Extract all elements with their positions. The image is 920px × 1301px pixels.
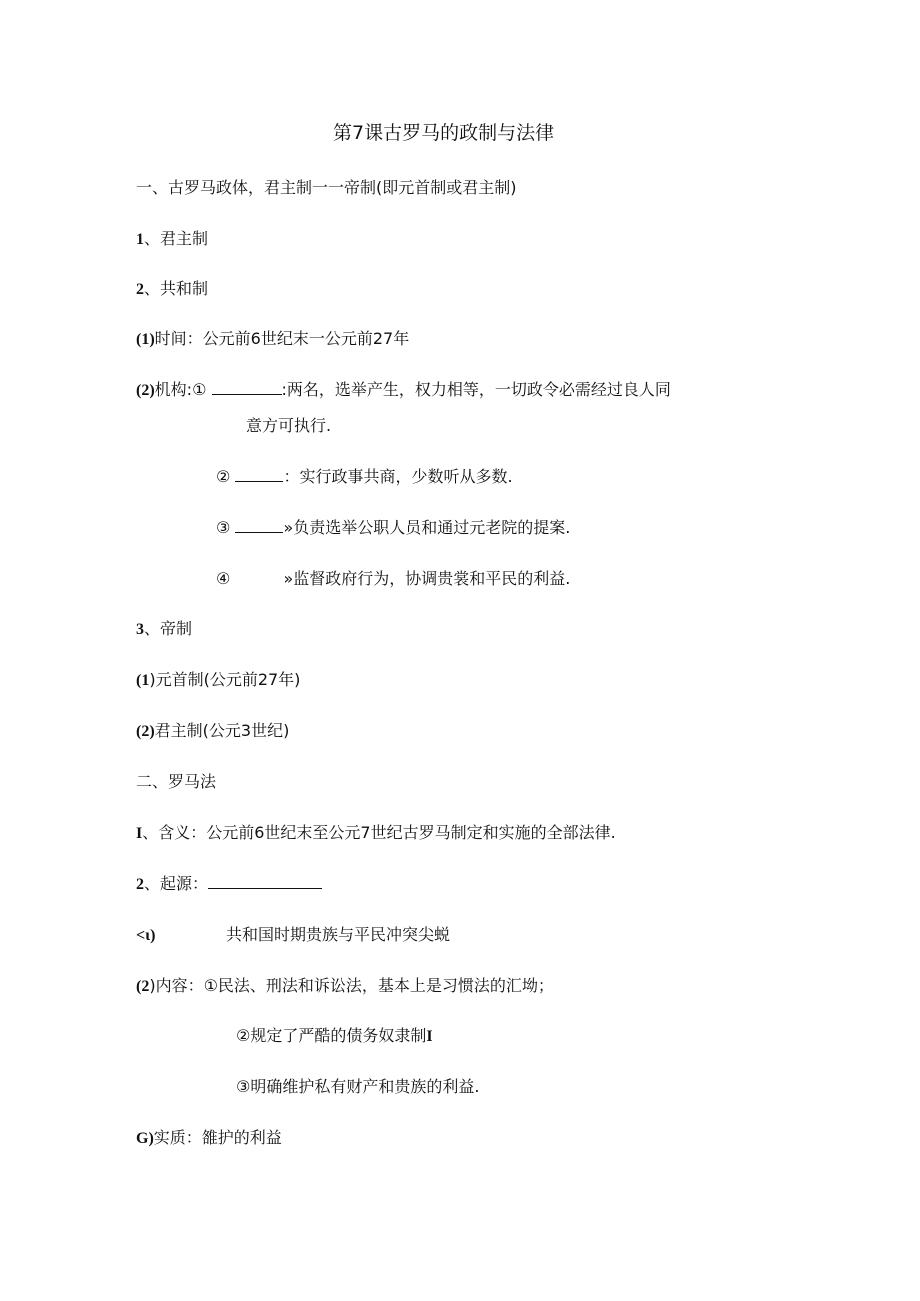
law-origin — [136, 873, 322, 896]
item-text: )内容：①民法、刑法和诉讼法，基本上是习惯法的汇坳； — [149, 976, 554, 995]
law-essence — [136, 1127, 282, 1150]
law-content — [136, 975, 554, 998]
item-number: (1 — [136, 672, 150, 689]
item-text: 负责选举公职人员和通过元老院的提案. — [293, 518, 571, 537]
item-text: 监督政府行为，协调贵裳和平民的利益. — [293, 569, 571, 588]
circled-number: ② — [216, 467, 231, 486]
item-number: (1) — [136, 331, 155, 348]
item-text: 时间：公元前6世纪末一公元前27年 — [154, 329, 410, 348]
item-text: 君主制(公元3世纪) — [154, 721, 290, 740]
circled-number: ① — [192, 380, 207, 399]
item-empire — [136, 618, 192, 641]
item-text: 、起源： — [144, 874, 209, 893]
institution-item-3 — [216, 517, 570, 539]
section-heading-roman-law: 二、罗马法 — [136, 772, 217, 791]
item-text: 实质：雒护的利益 — [153, 1128, 282, 1147]
item-continuation: 意方可执行. — [246, 416, 332, 435]
item-text: 、含义：公元前6世纪末至公元7世纪古罗马制定和实施的全部法律. — [142, 823, 616, 842]
item-number: 2 — [136, 876, 144, 893]
fill-blank — [235, 466, 283, 482]
item-text: :两名，选举产生，权力相等，一切政令必需经过良人同 — [281, 380, 671, 399]
circled-number: ③ — [216, 518, 231, 537]
law-definition — [136, 822, 616, 845]
item-principate — [136, 669, 300, 692]
item-republic-institutions — [136, 379, 671, 402]
item-number: I — [136, 825, 143, 842]
item-label: 机构: — [154, 380, 193, 399]
item-number: 1 — [136, 231, 144, 248]
item-monarchy — [136, 228, 208, 251]
item-republic — [136, 278, 208, 301]
item-text: 、帝制 — [144, 619, 193, 638]
law-content-item-2 — [236, 1025, 433, 1048]
item-number: G) — [136, 1130, 154, 1147]
item-text: 实行政事共商，少数听从多数. — [299, 467, 513, 486]
item-number: (2) — [136, 382, 155, 399]
item-text: ②规定了严酷的债务奴隶制 — [236, 1026, 427, 1045]
separator: ： — [283, 467, 300, 486]
stray-mark: I — [426, 1028, 433, 1045]
item-number: <ι) — [136, 927, 156, 944]
section-heading-government: 一、古罗马政体，君主制一一帝制(即元首制或君主制) — [136, 178, 517, 197]
item-text: 、共和制 — [144, 279, 209, 298]
item-number: 3 — [136, 621, 144, 638]
item-text: )元首制(公元前27年) — [149, 670, 301, 689]
item-number: (2) — [136, 723, 155, 740]
circled-number: ④ — [216, 569, 231, 588]
institution-item-2 — [216, 466, 513, 488]
separator: » — [283, 518, 294, 537]
law-content-item-3: ③明确维护私有财产和贵族的利益. — [236, 1077, 480, 1096]
separator: » — [283, 569, 294, 588]
fill-blank — [212, 379, 282, 395]
item-dominate — [136, 720, 289, 743]
page-title: 第7课古罗马的政制与法律 — [333, 122, 555, 144]
fill-blank — [235, 517, 283, 533]
item-republic-time — [136, 328, 409, 351]
item-text: 、君主制 — [144, 229, 209, 248]
item-text: 共和国时期贵族与平民冲突尖蜕 — [226, 925, 451, 944]
institution-item-4 — [216, 568, 570, 590]
law-origin-cause — [136, 924, 450, 947]
item-number: (2 — [136, 978, 150, 995]
fill-blank — [208, 873, 322, 889]
item-number: 2 — [136, 281, 144, 298]
